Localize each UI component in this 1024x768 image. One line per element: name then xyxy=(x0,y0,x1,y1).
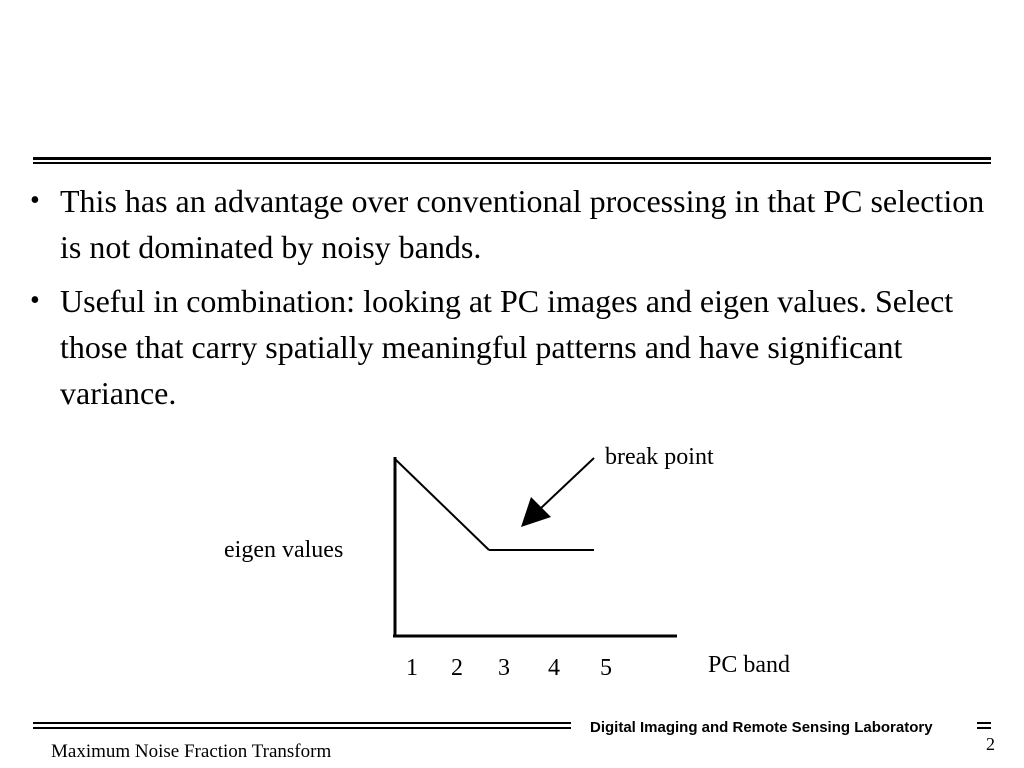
x-tick-5: 5 xyxy=(600,655,612,681)
bullet-text-2: Useful in combination: looking at PC images and eigen values. Select those that carry spatially meaningful patterns and have significant variance. xyxy=(60,283,954,411)
x-axis-label: PC band xyxy=(708,652,791,678)
lab-name: Digital Imaging and Remote Sensing Laboratory xyxy=(590,719,933,736)
footer-divider-top xyxy=(33,722,571,724)
bullet-icon: • xyxy=(30,285,40,316)
x-tick-2: 2 xyxy=(451,655,463,681)
x-tick-3: 3 xyxy=(498,655,510,681)
page-number: 2 xyxy=(986,734,995,754)
bullet-text-1: This has an advantage over conventional processing in that PC selection is not dominated by noisy bands. xyxy=(60,183,985,265)
bullet-icon: • xyxy=(30,185,40,216)
x-tick-4: 4 xyxy=(548,655,560,681)
footer-title: Maximum Noise Fraction Transform xyxy=(51,741,332,762)
footer-divider-right-top xyxy=(977,722,991,724)
x-tick-1: 1 xyxy=(406,655,418,681)
footer-divider-bottom xyxy=(33,727,571,729)
y-axis-label: eigen values xyxy=(224,537,344,563)
footer-divider-right-bottom xyxy=(977,727,991,729)
break-point-label: break point xyxy=(605,444,714,470)
eigen-curve-slope xyxy=(395,459,489,550)
